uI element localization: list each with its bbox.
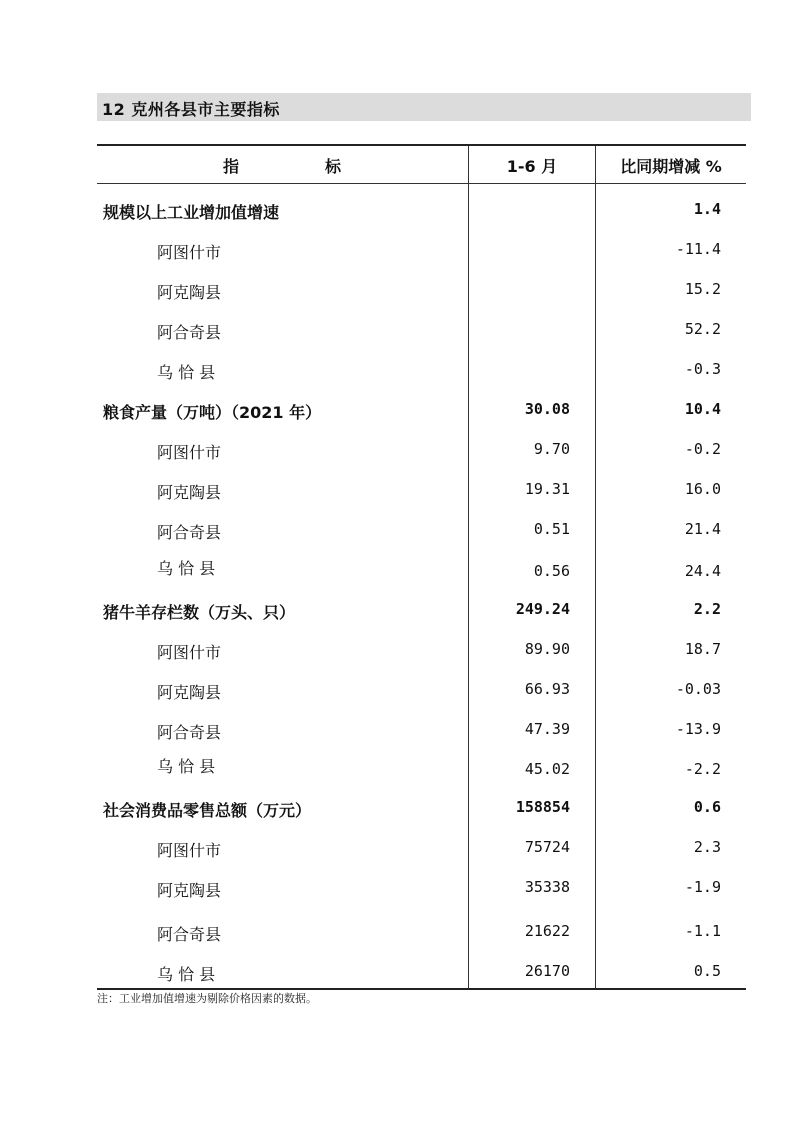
county-row [97,360,746,384]
period-value: 45.02 [524,760,570,778]
table-title-bar [97,93,751,121]
change-value: -0.2 [684,440,721,458]
category-row [97,600,746,624]
county-name: 阿图什市 [157,443,222,462]
county-row [97,556,746,580]
category-name: 粮食产量（万吨）（2021 年） [103,403,322,422]
county-name: 阿克陶县 [157,683,222,702]
county-row [97,962,746,986]
change-value: -1.1 [684,922,721,940]
county-row [97,320,746,344]
change-value: 21.4 [684,520,721,538]
change-value: 52.2 [684,320,721,338]
category-name: 社会消费品零售总额（万元） [103,801,312,820]
county-name: 阿克陶县 [157,483,222,502]
change-value: -0.03 [675,680,721,698]
county-name: 阿合奇县 [157,723,222,742]
period-value: 249.24 [515,600,570,618]
period-value: 9.70 [533,440,570,458]
period-value: 158854 [515,798,570,816]
change-value: 15.2 [684,280,721,298]
period-value: 35338 [524,878,570,896]
header-change-percent: 比同期增减 % [620,157,722,176]
county-name: 阿图什市 [157,841,222,860]
table-title: 12 克州各县市主要指标 [102,100,280,119]
period-value: 0.56 [533,562,570,580]
county-row [97,520,746,544]
county-row [97,754,746,778]
change-value: 10.4 [684,400,721,418]
category-name: 猪牛羊存栏数（万头、只） [103,603,296,622]
header-divider [97,183,746,184]
change-value: -0.3 [684,360,721,378]
county-name: 阿克陶县 [157,881,222,900]
footnote: 注：工业增加值增速为剔除价格因素的数据。 [97,992,317,1005]
county-row [97,240,746,264]
change-value: -2.2 [684,760,721,778]
header-indicator-part2: 标 [325,157,342,176]
county-row [97,720,746,744]
period-value: 0.51 [533,520,570,538]
period-value: 66.93 [524,680,570,698]
change-value: 2.3 [693,838,721,856]
county-row [97,640,746,664]
county-name: 阿图什市 [157,643,222,662]
change-value: -1.9 [684,878,721,896]
period-value: 75724 [524,838,570,856]
county-row [97,838,746,862]
county-name: 乌 恰 县 [157,363,216,382]
county-name: 阿合奇县 [157,523,222,542]
period-value: 26170 [524,962,570,980]
period-value: 47.39 [524,720,570,738]
change-value: -11.4 [675,240,721,258]
period-value: 21622 [524,922,570,940]
county-row [97,480,746,504]
category-row [97,200,746,224]
county-name: 乌 恰 县 [157,559,216,578]
period-value: 89.90 [524,640,570,658]
change-value: 16.0 [684,480,721,498]
change-value: 1.4 [693,200,721,218]
change-value: 2.2 [693,600,721,618]
county-row [97,878,746,902]
category-name: 规模以上工业增加值增速 [103,203,280,222]
county-name: 乌 恰 县 [157,965,216,984]
change-value: 24.4 [684,562,721,580]
period-value: 19.31 [524,480,570,498]
change-value: 0.5 [693,962,721,980]
county-name: 阿合奇县 [157,925,222,944]
county-row [97,440,746,464]
category-row [97,400,746,424]
change-value: -13.9 [675,720,721,738]
county-row [97,680,746,704]
county-name: 阿克陶县 [157,283,222,302]
indicator-table [97,144,746,990]
county-row [97,922,746,946]
change-value: 18.7 [684,640,721,658]
category-row [97,798,746,822]
county-name: 阿图什市 [157,243,222,262]
change-value: 0.6 [693,798,721,816]
period-value: 30.08 [524,400,570,418]
county-name: 阿合奇县 [157,323,222,342]
header-period: 1-6 月 [506,157,558,176]
county-row [97,280,746,304]
header-indicator-part1: 指 [223,157,240,176]
county-name: 乌 恰 县 [157,757,216,776]
